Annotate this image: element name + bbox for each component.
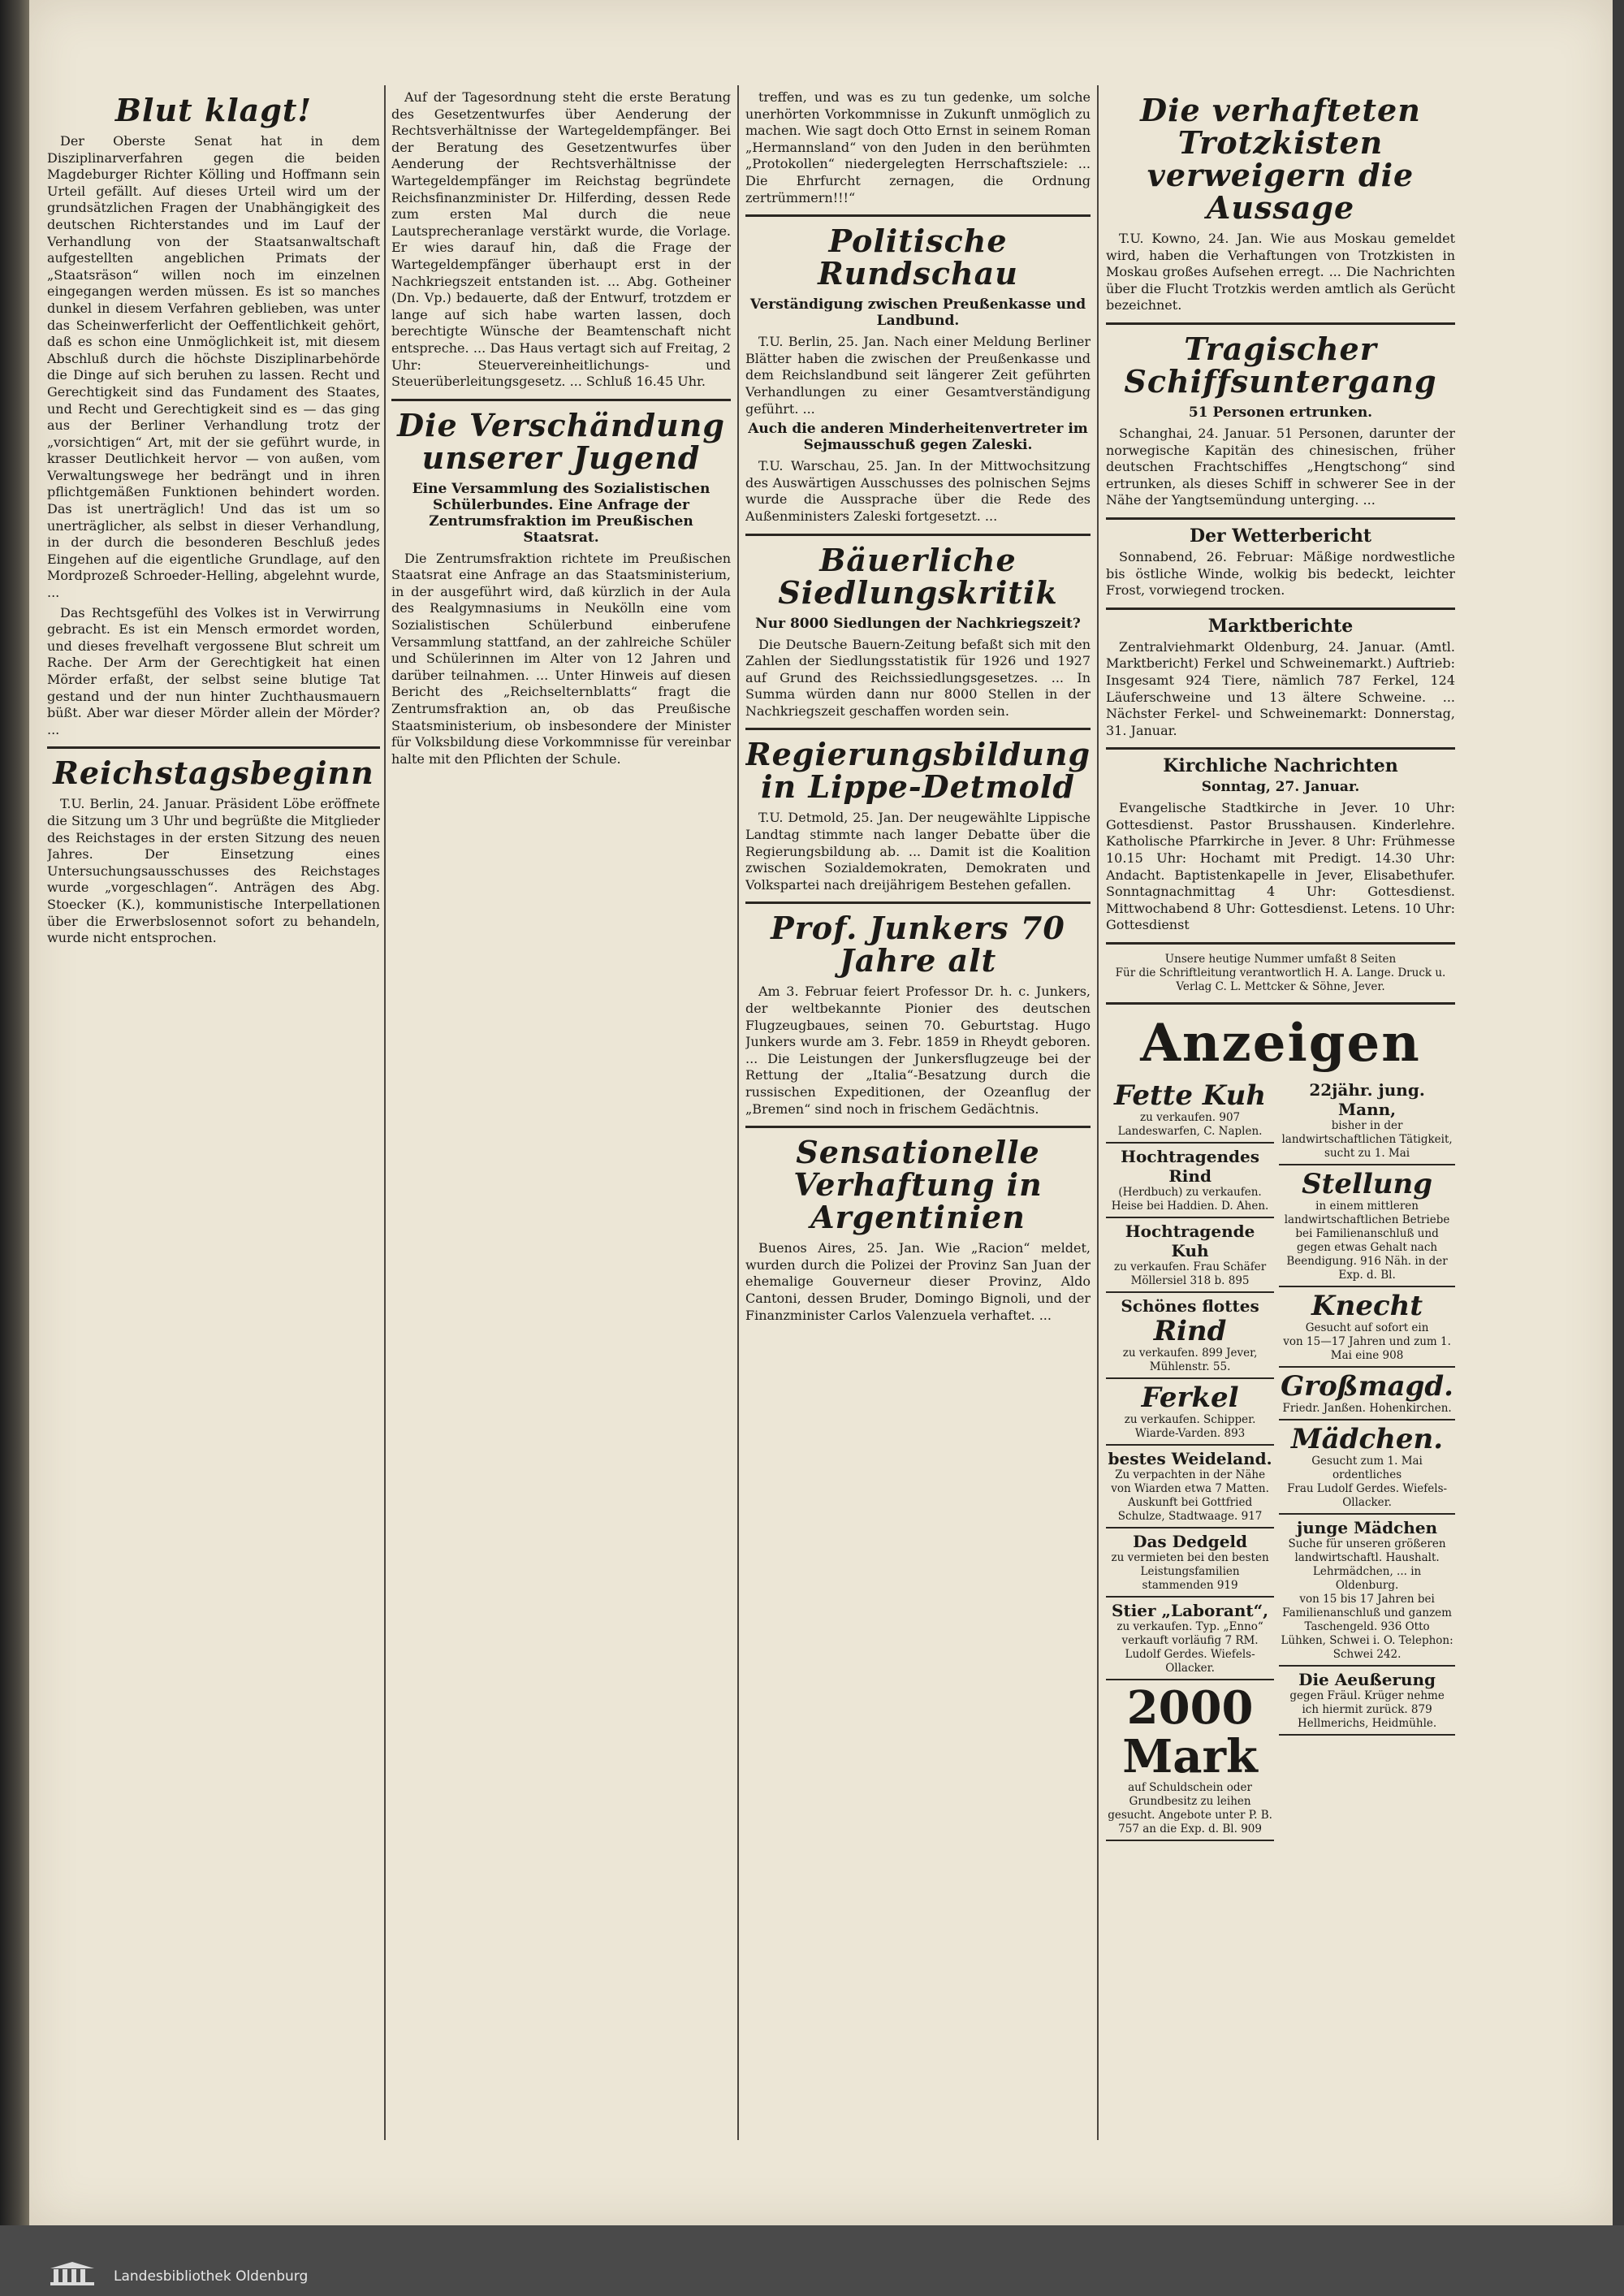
library-logo-icon: [49, 2261, 96, 2287]
classified-ads: [1106, 1077, 1455, 1841]
ad-sm-text: Suche für unseren größeren landwirtschaftl. Haushalt. Lehrmädchen, ... in Oldenburg.: [1288, 1537, 1446, 1593]
footer-institution-label: Landesbibliothek Oldenburg: [114, 2268, 309, 2285]
column-rule: [737, 85, 739, 2140]
divider: [1106, 517, 1455, 520]
ad-mid-text: 22jähr. jung. Mann,: [1309, 1080, 1425, 1120]
ads-column-left: [1106, 1077, 1274, 1841]
headline-junkers: Prof. Junkers 70 Jahre alt: [771, 910, 1065, 979]
classified-ad: [1106, 1379, 1274, 1446]
ad-sm-text: (Herdbuch) zu verkaufen. Heise bei Haddien. D. Ahen.: [1111, 1186, 1269, 1213]
ad-sm2-text: Frau Ludolf Gerdes. Wiefels-Ollacker.: [1287, 1482, 1448, 1510]
classified-ad: [1279, 1077, 1455, 1165]
binding-gutter: [0, 0, 31, 2225]
column-4: [1106, 89, 1455, 1841]
page-count-note: Unsere heutige Nummer umfaßt 8 Seiten: [1164, 953, 1397, 966]
headline-blut-klagt: Blut klagt!: [114, 92, 313, 128]
ad-sm-text: zu verkaufen. 899 Jever, Mühlenstr. 55.: [1122, 1347, 1258, 1374]
divider: [745, 902, 1091, 904]
ad-big-text: Mädchen.: [1291, 1423, 1444, 1456]
classified-ad: [1106, 1144, 1274, 1218]
divider: [1106, 942, 1455, 945]
divider: [391, 399, 731, 401]
ad-sm-text: bisher in der landwirtschaftlichen Tätigkeit, sucht zu 1. Mai: [1281, 1119, 1453, 1161]
divider: [745, 1126, 1091, 1128]
article-body: Die Deutsche Bauern-Zeitung befaßt sich mit den Zahlen der Siedlungsstatistik für 1926 und 1927 auf Grund des Reichssiedlungsgesetzes. ... In Summa würden dann nur 8000 Stellen in der Nachkriegszeit geschaffen worden sein.: [745, 636, 1091, 719]
ad-sm-text: zu vermieten bei den besten Leistungsfamilien stammenden 919: [1111, 1551, 1269, 1593]
ads-heading: Anzeigen: [1140, 1013, 1421, 1074]
headline-politische-rundschau: Politische Rundschau: [818, 223, 1018, 292]
section-wetterbericht: Der Wetterbericht: [1189, 525, 1372, 547]
ad-sm-text: gegen Fräul. Krüger nehme ich hiermit zurück. 879 Hellmerichs, Heidmühle.: [1289, 1689, 1445, 1731]
headline-verschaendung-jugend: Die Verschändung unserer Jugend: [397, 406, 725, 476]
ad-xl-text: 2000 Mark: [1122, 1681, 1258, 1784]
article-body: Die Zentrumsfraktion richtete im Preußischen Staatsrat eine Anfrage an das Staatsministerium, in der ausgeführt wird, daß kürzlich in der Aula des Realgymnasiums in Neukölln eine vom Sozialistischen Schülerbund einberufene Versammlung stattfand, an der zahlreiche Schüler und Schülerinnen im Alter von 12 Jahren und darüber teilnahmen. ... Unter Hinweis auf diesen Bericht des „Reichselternblatts“ fragt die Zentrumsfraktion an, ob das Preußische Staatsministerium, ob insbesondere der Minister für Volksbildung diese Vorkommnisse für vereinbar halte mit den Pflichten der Schule.: [391, 550, 731, 767]
article-body: Schanghai, 24. Januar. 51 Personen, darunter der norwegische Kapitän des chinesischen, früher deutschen Frachtschiffes „Hengtschong“ sind ertrunken, als dieses Schiff in schwerer See in der Nähe der Yangtsemündung unterging. ...: [1106, 425, 1455, 508]
article-body: Buenos Aires, 25. Jan. Wie „Racion“ meldet, wurden durch die Polizei der Provinz San Juan der ehemalige Gouverneur dieser Provinz, Aldo Cantoni, dessen Bruder, Domingo Bignoli, und der Finanzminister Carlos Valenzuela verhaftet. ...: [745, 1240, 1091, 1323]
ad-mid-text: Die Aeußerung: [1298, 1670, 1436, 1690]
classified-ad: [1279, 1667, 1455, 1736]
classified-ad: [1106, 1077, 1274, 1144]
ad-big-text: Ferkel: [1141, 1381, 1239, 1415]
classified-ad: [1106, 1529, 1274, 1598]
subheadline: Verständigung zwischen Preußenkasse und Landbund.: [749, 296, 1086, 330]
headline-trotzkisten: Die verhafteten Trotzkisten verweigern die Aussage: [1140, 92, 1421, 226]
classified-ad: [1106, 1598, 1274, 1680]
ad-big-text: Großmagd.: [1281, 1370, 1453, 1403]
classified-ad: [1106, 1680, 1274, 1841]
divider: [1106, 1002, 1455, 1005]
headline-siedlungskritik: Bäuerliche Siedlungskritik: [778, 541, 1058, 611]
ad-big-text: Fette Kuh: [1114, 1079, 1267, 1113]
ad-sm-text: Gesucht auf sofort ein: [1305, 1321, 1429, 1335]
divider: [745, 534, 1091, 536]
section-marktberichte: Marktberichte: [1207, 615, 1354, 637]
section-kirchliche-nachrichten: Kirchliche Nachrichten: [1163, 755, 1398, 777]
subheadline: Eine Versammlung des Sozialistischen Schülerbundes. Eine Anfrage der Zentrumsfraktion im Preußischen Staatsrat.: [412, 480, 710, 546]
subheadline: Nur 8000 Siedlungen der Nachkriegszeit?: [755, 615, 1081, 632]
ad-big-text: Knecht: [1311, 1290, 1423, 1323]
column-rule: [1097, 85, 1099, 2140]
subheadline: Auch die anderen Minderheitenvertreter im Sejmausschuß gegen Zaleski.: [748, 421, 1088, 454]
ad-mid-text: Das Dedgeld: [1133, 1532, 1247, 1552]
ad-mid-text: Hochtragende Kuh: [1125, 1222, 1255, 1261]
article-body: treffen, und was es zu tun gedenke, um solche unerhörten Vorkommnisse in Zukunft unmöglich zu machen. Wie sagt doch Otto Ernst in seinem Roman „Hermannsland“ von den Juden in den berühmten „Protokollen“ niedergelegten Herrschaftsziele: ... Die Ehrfurcht zernagen, die Ordnung zertrümmern!!!“: [745, 89, 1091, 205]
ad-sm-text: Gesucht zum 1. Mai ordentliches: [1311, 1455, 1423, 1482]
divider: [745, 728, 1091, 730]
article-body: Am 3. Februar feiert Professor Dr. h. c. Junkers, der weltbekannte Pionier des deutschen Flugzeugbaues, seinen 70. Geburtstag. Hugo Junkers wurde am 3. Febr. 1859 in Rheydt geboren. ... Die Leistungen der Junkersflugzeuge bei der Rettung der „Italia“-Besatzung durch die russischen Expeditionen, der Ozeanflug der „Bremen“ sind noch in frischem Gedächtnis.: [745, 984, 1091, 1117]
ad-sm-text: Zu verpachten in der Nähe von Wiarden etwa 7 Matten. Auskunft bei Gottfried Schulze, Stadtwaage. 917: [1111, 1468, 1269, 1524]
subheadline: 51 Personen ertrunken.: [1188, 404, 1373, 421]
imprint: Für die Schriftleitung verantwortlich H. A. Lange. Druck u. Verlag C. L. Mettcker & Söhne, Jever.: [1115, 966, 1446, 994]
divider: [47, 746, 380, 749]
article-body: T.U. Berlin, 24. Januar. Präsident Löbe eröffnete die Sitzung um 3 Uhr und begrüßte die Mitglieder des Reichstages in der ersten Sitzung des neuen Jahres. Der Einsetzung eines Untersuchungsausschusses des Reichstages wurde „vorgeschlagen“. Anträgen des Abg. Stoecker (K.), kommunistische Interpellationen über die Erwerbslosennot sofort zu behandeln, wurde nicht entsprochen.: [47, 796, 380, 946]
headline-schiffsuntergang: Tragischer Schiffsuntergang: [1124, 330, 1437, 400]
divider: [1106, 747, 1455, 750]
ad-sm2-text: von 15—17 Jahren und zum 1. Mai eine 908: [1283, 1335, 1451, 1363]
ad-big-text: Rind: [1153, 1315, 1227, 1348]
ad-mid-text: Hochtragendes Rind: [1121, 1147, 1260, 1187]
article-body: T.U. Warschau, 25. Jan. In der Mittwochsitzung des Auswärtigen Ausschusses des polnischen Sejms wurde die Aussprache über die Rede des Außenministers Zaleski fortgesetzt. ...: [745, 458, 1091, 524]
article-body: Zentralviehmarkt Oldenburg, 24. Januar. (Amtl. Marktbericht) Ferkel und Schweinemarkt.) Auftrieb: Insgesamt 924 Tiere, nämlich 787 Ferkel, 124 Läuferschweine und 13 ältere Schweine. ... Nächster Ferkel- und Schweinemarkt: Donnerstag, 31. Januar.: [1106, 638, 1455, 738]
article-body: Evangelische Stadtkirche in Jever. 10 Uhr: Gottesdienst. Pastor Brusshausen. Kinderlehre. Katholische Pfarrkirche in Jever. 8 Uhr: Frühmesse 10.15 Uhr: Hochamt mit Predigt. 14.30 Uhr: Andacht. Baptistenkapelle in Jever, Elisabethufer. Sonntagnachmittag 4 Uhr: Gottesdienst. Mittwochabend 8 Uhr: Gottesdienst. Letens. 10 Uhr: Gottesdienst: [1106, 800, 1455, 933]
divider: [1106, 322, 1455, 325]
article-body: Auf der Tagesordnung steht die erste Beratung des Gesetzentwurfes über Aenderung der Rechtsverhältnisse der Wartegeldempfänger. Bei der Beratung des Gesetzentwurfes über Aenderung der Rechtsverhältnisse der Wartegeldempfänger im Reichstag begründete Reichsfinanzminister Dr. Hilferding, dessen Rede zum ersten Mal durch die neue Lautsprecheranlage verstärkt wurde, die Vorlage. Er wies darauf hin, daß die Frage der Wartegeldempfänger überhaupt erst in der Nachkriegszeit entstanden ist. ... Abg. Gotheiner (Dn. Vp.) bedauerte, daß der Entwurf, trotzdem er lange auf sich habe warten lassen, doch berechtigte Wünsche der Beamtenschaft nicht entspreche. ... Das Haus vertagt sich auf Freitag, 2 Uhr: Steuervereinheitlichungs- und Steuerüberleitungsgesetz. ... Schluß 16.45 Uhr.: [391, 89, 731, 390]
classified-ad: [1106, 1293, 1274, 1379]
ad-sm-text: zu verkaufen. Typ. „Enno“ verkauft vorläufig 7 RM. Ludolf Gerdes. Wiefels-Ollacker.: [1116, 1620, 1263, 1676]
classified-ad: [1279, 1165, 1455, 1287]
article-body: T.U. Kowno, 24. Jan. Wie aus Moskau gemeldet wird, haben die Verhaftungen von Trotzkisten in Moskau großes Aufsehen erregt. ... Die Nachrichten über die Flucht Trotzkis werden amtlich als Gerücht bezeichnet.: [1106, 231, 1455, 313]
classified-ad: [1279, 1420, 1455, 1515]
ad-sm-text: auf Schuldschein oder Grundbesitz zu leihen gesucht. Angebote unter P. B. 757 an die Exp. d. Bl. 909: [1108, 1781, 1272, 1836]
article-body: T.U. Detmold, 25. Jan. Der neugewählte Lippische Landtag stimmte nach langer Debatte über die Regierungsbildung ab. ... Damit ist die Koalition zwischen Sozialdemokraten, Demokraten und Volkspartei nach dreijährigem Bestehen gefallen.: [745, 810, 1091, 893]
column-2: [391, 89, 731, 771]
ad-mid-text: Stier „Laborant“,: [1112, 1601, 1269, 1621]
article-body: Das Rechtsgefühl des Volkes ist in Verwirrung gebracht. Es ist ein Mensch ermordet worden, und dieses frevelhaft vergossene Blut schreit um Rache. Der Arm der Gerechtigkeit hat einen Mörder erfaßt, der selbst seine blutige Tat gestand und der nun hinter Zuchthausmauern büßt. Aber war dieser Mörder allein der Mörder? ...: [47, 604, 380, 737]
footer-bar: [0, 2225, 1624, 2296]
ad-sm-text: in einem mittleren landwirtschaftlichen Betriebe bei Familienanschluß und gegen etwas Gehalt nach Beendigung. 916 Näh. in der Exp. d. Bl.: [1284, 1200, 1450, 1282]
ad-sm-text: zu verkaufen. 907 Landeswarfen, C. Naplen.: [1117, 1111, 1263, 1139]
column-1: [47, 89, 380, 950]
ad-sm-text: zu verkaufen. Frau Schäfer Möllersiel 318 b. 895: [1113, 1260, 1267, 1288]
divider: [1106, 608, 1455, 610]
article-body: Der Oberste Senat hat in dem Disziplinarverfahren gegen die beiden Magdeburger Richter Kölling und Hoffmann sein Urteil gefällt. Auf dieses Urteil wird um der grundsätzlichen Fragen der Unabhängigkeit des deutschen Richterstandes und im Lauf der Verhandlung von der Staatsanwaltschaft aufgestellten angeblichen Primats der „Staatsräson“ willen noch im einzelnen eingegangen werden müssen. Es ist so manches dunkel in diesem Verfahren geblieben, was unter das Scheinwerferlicht der Oeffentlichkeit gehört, daß es schon eine Unmöglichkeit ist, mit diesem Abschluß durch die höchste Disziplinarbehörde die Dinge auf sich beruhen zu lassen. Recht und Gerechtigkeit sind das Fundament des Staates, und Recht und Gerechtigkeit sind es — das ging aus der Berliner Verhandlung trotz der „vorsichtigen“ Art, mit der sie geführt wurde, in krasser Deutlichkeit hervor — von außen, vom Verwaltungswege her bedrängt und in ihren pflichtgemäßen Funktionen behindert worden. Das ist unerträglich! Und das ist um so unerträglicher, als selbst in dieser Verhandlung, in der durch die besonderen Beschluß jedes Eingehen auf die eigentliche Grundlage, auf den Mordprozeß Schroeder-Helling, abgelehnt wurde, ...: [47, 133, 380, 601]
ad-mid-text: junge Mädchen: [1297, 1518, 1438, 1538]
subheadline: Sonntag, 27. Januar.: [1201, 779, 1360, 796]
article-body: Sonnabend, 26. Februar: Mäßige nordwestliche bis östliche Winde, wolkig bis bedeckt, leichter Frost, vorwiegend trocken.: [1106, 548, 1455, 599]
ad-sm-text: zu verkaufen. Schipper. Wiarde-Varden. 893: [1124, 1413, 1256, 1441]
column-rule: [384, 85, 386, 2140]
divider: [745, 214, 1091, 217]
classified-ad: [1279, 1368, 1455, 1420]
column-3: [745, 89, 1091, 1327]
ad-big-text: Stellung: [1302, 1168, 1433, 1201]
ad-mid-text: bestes Weideland.: [1108, 1449, 1272, 1469]
classified-ad: [1106, 1446, 1274, 1529]
classified-ad: [1279, 1515, 1455, 1667]
ad-mid-text: Schönes flottes: [1121, 1296, 1259, 1317]
ad-sm2-text: von 15 bis 17 Jahren bei Familienanschluß und ganzem Taschengeld. 936 Otto Lühken, Schwei i. O. Telephon: Schwei 242.: [1281, 1593, 1453, 1662]
headline-reichstagsbeginn: Reichstagsbeginn: [53, 755, 374, 792]
article-body: T.U. Berlin, 25. Jan. Nach einer Meldung Berliner Blätter haben die zwischen der Preußenkasse und dem Reichslandbund seit längerer Zeit geführten Verhandlungen zu einer Gesamtverständigung geführt. ...: [745, 334, 1091, 417]
ad-sm-text: Friedr. Janßen. Hohenkirchen.: [1282, 1402, 1452, 1416]
headline-lippe-detmold: Regierungsbildung in Lippe-Detmold: [745, 736, 1091, 806]
classified-ad: [1279, 1287, 1455, 1368]
ads-column-right: [1279, 1077, 1455, 1841]
classified-ad: [1106, 1218, 1274, 1293]
headline-argentinien: Sensationelle Verhaftung in Argentinien: [793, 1134, 1043, 1236]
